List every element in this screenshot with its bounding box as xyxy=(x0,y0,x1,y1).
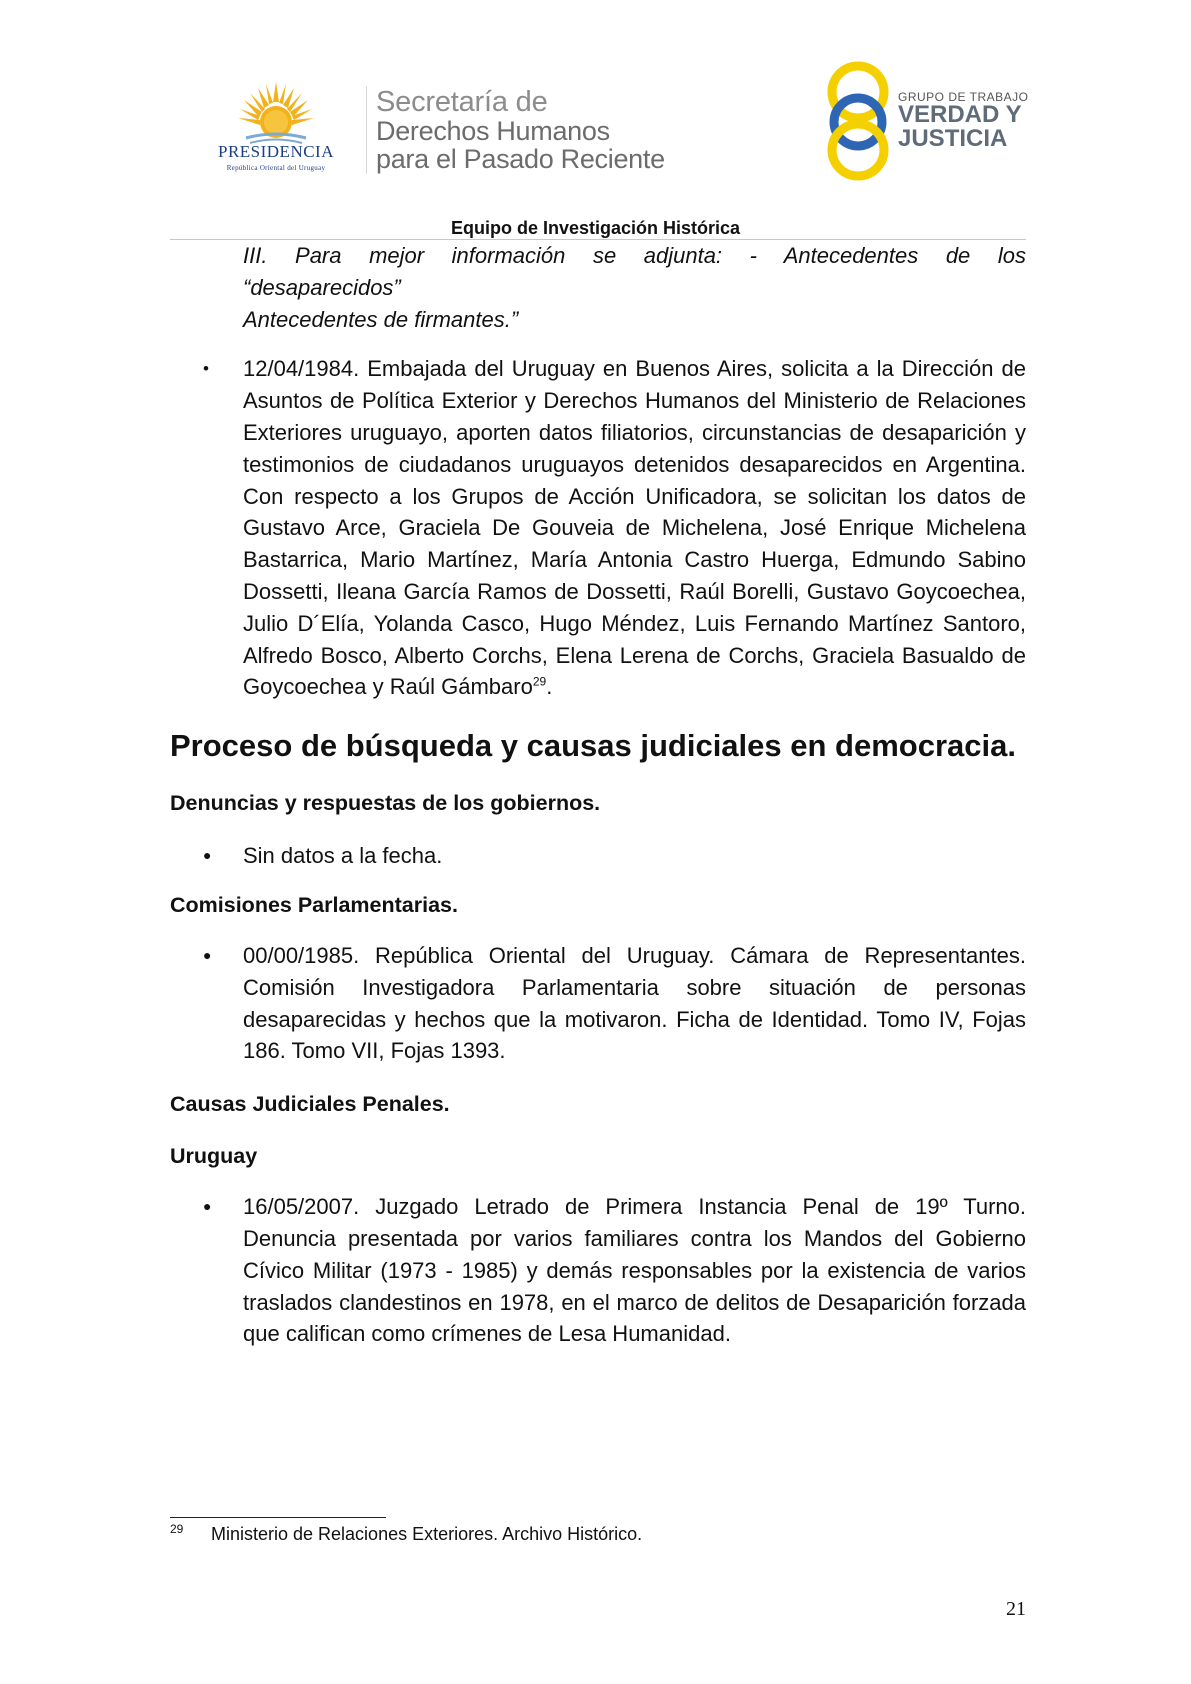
quote-line: Antecedentes de firmantes.” xyxy=(243,306,519,332)
quote-line: “desaparecidos” xyxy=(243,274,401,300)
secretaria-line-2: Derechos Humanos xyxy=(376,116,610,146)
secretaria-line-3: para el Pasado Reciente xyxy=(376,144,665,174)
list-item xyxy=(203,353,1026,703)
grupo-de-trabajo-label: GRUPO DE TRABAJO xyxy=(898,90,1029,104)
subsection-heading: Uruguay xyxy=(170,1144,258,1169)
interlocked-rings-icon xyxy=(822,58,898,182)
bullet-icon: • xyxy=(203,359,209,379)
list-item-text: 00/00/1985. República Oriental del Uruguay. Cámara de Representantes. Comisión Investigadora Parlamentaria sobre situación de personas desaparecidas y hechos que la motivaron. Ficha de Identidad. Tomo IV, Fojas 186. Tomo VII, Fojas 1393. xyxy=(243,942,1026,1064)
presidencia-wordmark: PRESIDENCIA xyxy=(217,142,334,161)
verdad-justicia-logo xyxy=(822,58,1029,182)
footnote-reference[interactable]: 29 xyxy=(532,675,547,690)
list-item xyxy=(203,940,1026,1067)
list-item-text: 12/04/1984. Embajada del Uruguay en Buenos Aires, solicita a la Dirección de Asuntos de Política Exterior y Derechos Humanos del Ministerio de Relaciones Exteriores uruguayo, aporten datos filiatorios, circunstancias de desaparición y testimonios de ciudadanos uruguayos detenidos desaparecidos en Argentina. Con respecto a los Grupos de Acción Unificadora, se solicitan los datos de Gustavo Arce, Graciela De Gouveia de Michelena, José Enrique Michelena Bastarrica, Mario Martínez, María Antonia Castro Huerga, Edmundo Sabino Dossetti, Ileana García Ramos de Dossetti, Raúl Borelli, Gustavo Goycoechea, Julio D´Elía, Yolanda Casco, Hugo Méndez, Luis Fernando Martínez Santoro, Alfredo Bosco, Alberto Corchs, Elena Lerena de Corchs, Graciela Basualdo de Goycoechea y Raúl Gámbaro xyxy=(243,356,1026,700)
bullet-icon: ● xyxy=(203,847,212,864)
footnote-text: Ministerio de Relaciones Exteriores. Archivo Histórico. xyxy=(211,1524,643,1544)
subsection-heading: Denuncias y respuestas de los gobiernos. xyxy=(170,791,601,816)
subsection-heading: Comisiones Parlamentarias. xyxy=(170,892,458,917)
bullet-icon: ● xyxy=(203,1198,212,1215)
list-item-text: Sin datos a la fecha. xyxy=(243,843,443,869)
verdad-y-label: VERDAD Y xyxy=(898,101,1022,128)
sun-emblem-icon xyxy=(236,80,316,144)
footnote-number: 29 xyxy=(170,1522,184,1536)
team-name: Equipo de Investigación Histórica xyxy=(450,218,741,238)
secretaria-title xyxy=(376,88,716,173)
list-item-period: . xyxy=(546,674,553,700)
quote-line: III. Para mejor información se adjunta: - Antecedentes de los xyxy=(243,243,1026,268)
list-item xyxy=(203,840,1026,872)
presidencia-logo xyxy=(196,80,356,180)
bullet-icon: ● xyxy=(203,946,212,963)
page-header xyxy=(0,0,1191,240)
logo-divider xyxy=(366,86,367,174)
secretaria-line-1: Secretaría de xyxy=(376,86,548,118)
page-number: 21 xyxy=(1006,1598,1026,1620)
justicia-label: JUSTICIA xyxy=(898,125,1008,152)
subsection-heading: Causas Judiciales Penales. xyxy=(170,1092,450,1117)
page-content xyxy=(170,240,1026,1350)
footnote-divider xyxy=(170,1517,386,1518)
list-item-text: 16/05/2007. Juzgado Letrado de Primera Instancia Penal de 19º Turno. Denuncia presentada por varios familiares contra los Mandos del Gobierno Cívico Militar (1973 - 1985) y demás responsables por la existencia de varios traslados clandestinos en 1978, en el marco de delitos de Desaparición forzada que califican como crímenes de Lesa Humanidad. xyxy=(243,1194,1026,1347)
presidencia-subtitle: República Oriental del Uruguay xyxy=(226,164,326,172)
section-heading: Proceso de búsqueda y causas judiciales en democracia. xyxy=(170,728,1016,764)
list-item xyxy=(203,1191,1026,1350)
